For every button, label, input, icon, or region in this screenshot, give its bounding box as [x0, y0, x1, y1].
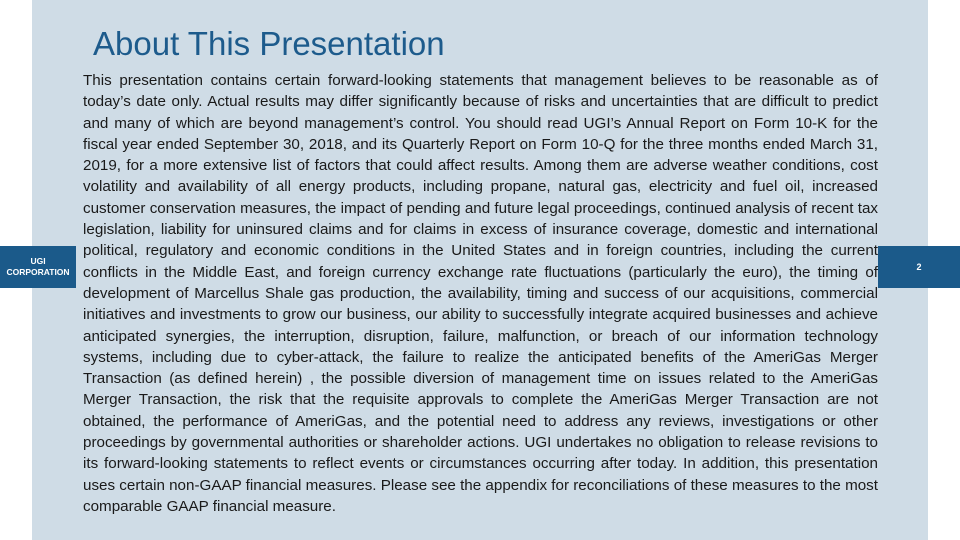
page-number: 2 [916, 262, 922, 272]
disclaimer-text: This presentation contains certain forward-looking statements that management believes to be reasonable as of today’s date only. Actual results may differ significantly because of risks and uncertainties that are difficult to predict and many of which are beyond management’s control. You should read UGI’s Annual Report on Form 10-K for the fiscal year ended September 30, 2018, and its Quarterly Report on Form 10-Q for the three months ended March 31, 2019, for a more extensive list of factors that could affect results. Among them are adverse weather conditions, cost volatility and availability of all energy products, including propane, natural gas, electricity and fuel oil, increased customer conservation measures, the impact of pending and future legal proceedings, continued analysis of recent tax legislation, liability for uninsured claims and for claims in excess of insurance coverage, domestic and international political, regulatory and economic conditions in the United States and in foreign countries, including the current conflicts in the Middle East, and foreign currency exchange rate fluctuations (particularly the euro), the timing of development of Marcellus Shale gas production, the availability, timing and success of our acquisitions, commercial initiatives and investments to grow our business, our ability to successfully integrate acquired businesses and achieve anticipated synergies, the interruption, disruption, failure, malfunction, or breach of our information technology systems, including due to cyber-attack, the failure to realize the anticipated benefits of the AmeriGas Merger Transaction (as defined herein) , the possible diversion of management time on issues related to the AmeriGas Merger Transaction, the risk that the requisite approvals to complete the AmeriGas Merger Transaction are not obtained, the performance of AmeriGas, and the potential need to address any reviews, investigations or other proceedings by governmental authorities or shareholder actions. UGI undertakes no obligation to release revisions to its forward-looking statements to reflect events or circumstances occurring after today. In addition, this presentation uses certain non-GAAP financial measures. Please see the appendix for reconciliations of these measures to the most comparable GAAP financial measure. [83, 72, 878, 515]
slide-title: About This Presentation [93, 25, 445, 62]
company-tab-line2: CORPORATION [6, 267, 70, 277]
company-tab [0, 246, 76, 288]
company-tab-line1: UGI [30, 256, 46, 266]
page-number-tab [878, 246, 960, 288]
